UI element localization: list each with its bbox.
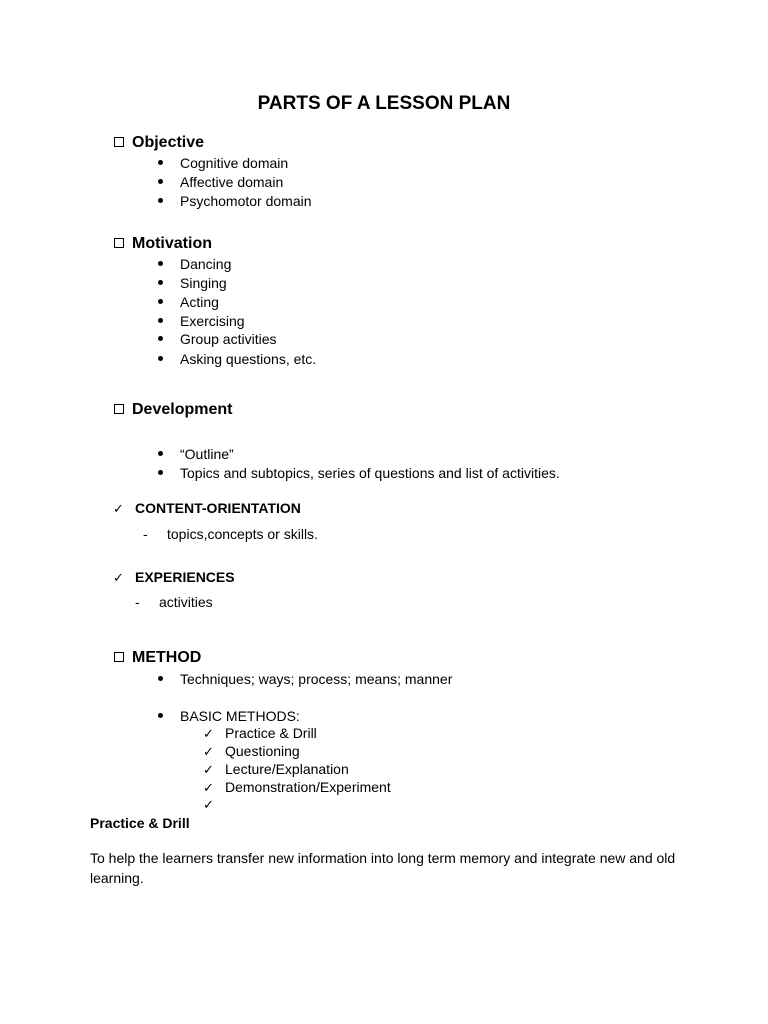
- practice-drill-paragraph: To help the learners transfer new information into long term memory and integrate new and old learning.: [90, 850, 676, 886]
- list-item: [158, 465, 560, 481]
- checkbox-square-icon: [114, 652, 124, 662]
- bullet-dot-icon: [158, 336, 163, 341]
- heading-label: Objective: [132, 134, 205, 151]
- bullet-dot-icon: [158, 179, 163, 184]
- checkmark-icon: ✓: [203, 781, 214, 796]
- bullet-dot-icon: [158, 299, 163, 304]
- dash-icon: -: [135, 594, 140, 610]
- checkmark-icon: ✓: [113, 502, 124, 517]
- basic-method-text: Lecture/Explanation: [225, 761, 349, 777]
- checkmark-icon: ✓: [203, 763, 214, 778]
- list-item: [158, 294, 219, 310]
- list-item: [158, 351, 316, 367]
- basic-method-text: Questioning: [225, 743, 300, 759]
- dash-item: [143, 526, 318, 542]
- bullet-dot-icon: [158, 713, 163, 718]
- list-item: [158, 313, 245, 329]
- list-item: [158, 155, 288, 171]
- heading-label: METHOD: [132, 649, 202, 666]
- dash-item-text: activities: [159, 594, 213, 610]
- list-item-text: Dancing: [180, 256, 232, 272]
- bullet-dot-icon: [158, 676, 163, 681]
- list-item: [158, 671, 452, 687]
- list-item: [158, 193, 312, 209]
- bullet-dot-icon: [158, 280, 163, 285]
- basic-method-item: [203, 761, 349, 778]
- list-item: [158, 331, 276, 347]
- list-item: [158, 256, 231, 272]
- bullet-dot-icon: [158, 198, 163, 203]
- dash-item: [135, 594, 213, 610]
- subheading-label: CONTENT-ORIENTATION: [135, 500, 301, 516]
- list-item-text: Singing: [180, 275, 227, 291]
- checkmark-icon: ✓: [203, 798, 214, 813]
- list-item-text: Asking questions, etc.: [180, 351, 317, 367]
- section-heading-motivation: [114, 235, 212, 253]
- checkmark-icon: ✓: [203, 727, 214, 742]
- checkmark-icon: ✓: [203, 745, 214, 760]
- checkbox-square-icon: [114, 238, 124, 248]
- basic-method-item: [203, 725, 317, 742]
- heading-label: Motivation: [132, 235, 212, 252]
- page-title: PARTS OF A LESSON PLAN: [257, 93, 511, 114]
- list-item: [158, 275, 227, 291]
- section-heading-objective: [114, 134, 204, 152]
- bullet-dot-icon: [158, 160, 163, 165]
- dash-icon: -: [143, 526, 148, 542]
- bullet-dot-icon: [158, 470, 163, 475]
- basic-method-text: Demonstration/Experiment: [225, 779, 391, 795]
- subheading-label: EXPERIENCES: [135, 569, 235, 585]
- heading-label: Development: [132, 401, 233, 418]
- checkbox-square-icon: [114, 404, 124, 414]
- list-item: [158, 174, 283, 190]
- list-item-text: Psychomotor domain: [180, 193, 312, 209]
- list-item-text: Group activities: [180, 331, 277, 347]
- list-item-text: Topics and subtopics, series of questions and list of activities.: [180, 465, 560, 481]
- basic-method-item: [203, 779, 391, 796]
- basic-method-item: [203, 796, 225, 813]
- list-item-text: Cognitive domain: [180, 155, 289, 171]
- list-item-text: Affective domain: [180, 174, 284, 190]
- subheading-experiences: [113, 569, 235, 586]
- dash-item-text: topics,concepts or skills.: [167, 526, 318, 542]
- list-item: [158, 446, 234, 462]
- basic-method-text: Practice & Drill: [225, 725, 317, 741]
- section-heading-development: [114, 401, 232, 419]
- section-heading-method: [114, 649, 201, 667]
- bullet-dot-icon: [158, 356, 163, 361]
- practice-drill-heading: Practice & Drill: [90, 815, 190, 831]
- list-item-text: BASIC METHODS:: [180, 708, 300, 724]
- list-item-text: Exercising: [180, 313, 245, 329]
- list-item: [158, 708, 300, 724]
- list-item-text: Techniques; ways; process; means; manner: [180, 671, 453, 687]
- checkmark-icon: ✓: [113, 571, 124, 586]
- basic-method-item: [203, 743, 300, 760]
- subheading-content-orientation: [113, 500, 301, 517]
- checkbox-square-icon: [114, 137, 124, 147]
- bullet-dot-icon: [158, 261, 163, 266]
- list-item-text: “Outline”: [180, 446, 234, 462]
- list-item-text: Acting: [180, 294, 219, 310]
- bullet-dot-icon: [158, 318, 163, 323]
- bullet-dot-icon: [158, 451, 163, 456]
